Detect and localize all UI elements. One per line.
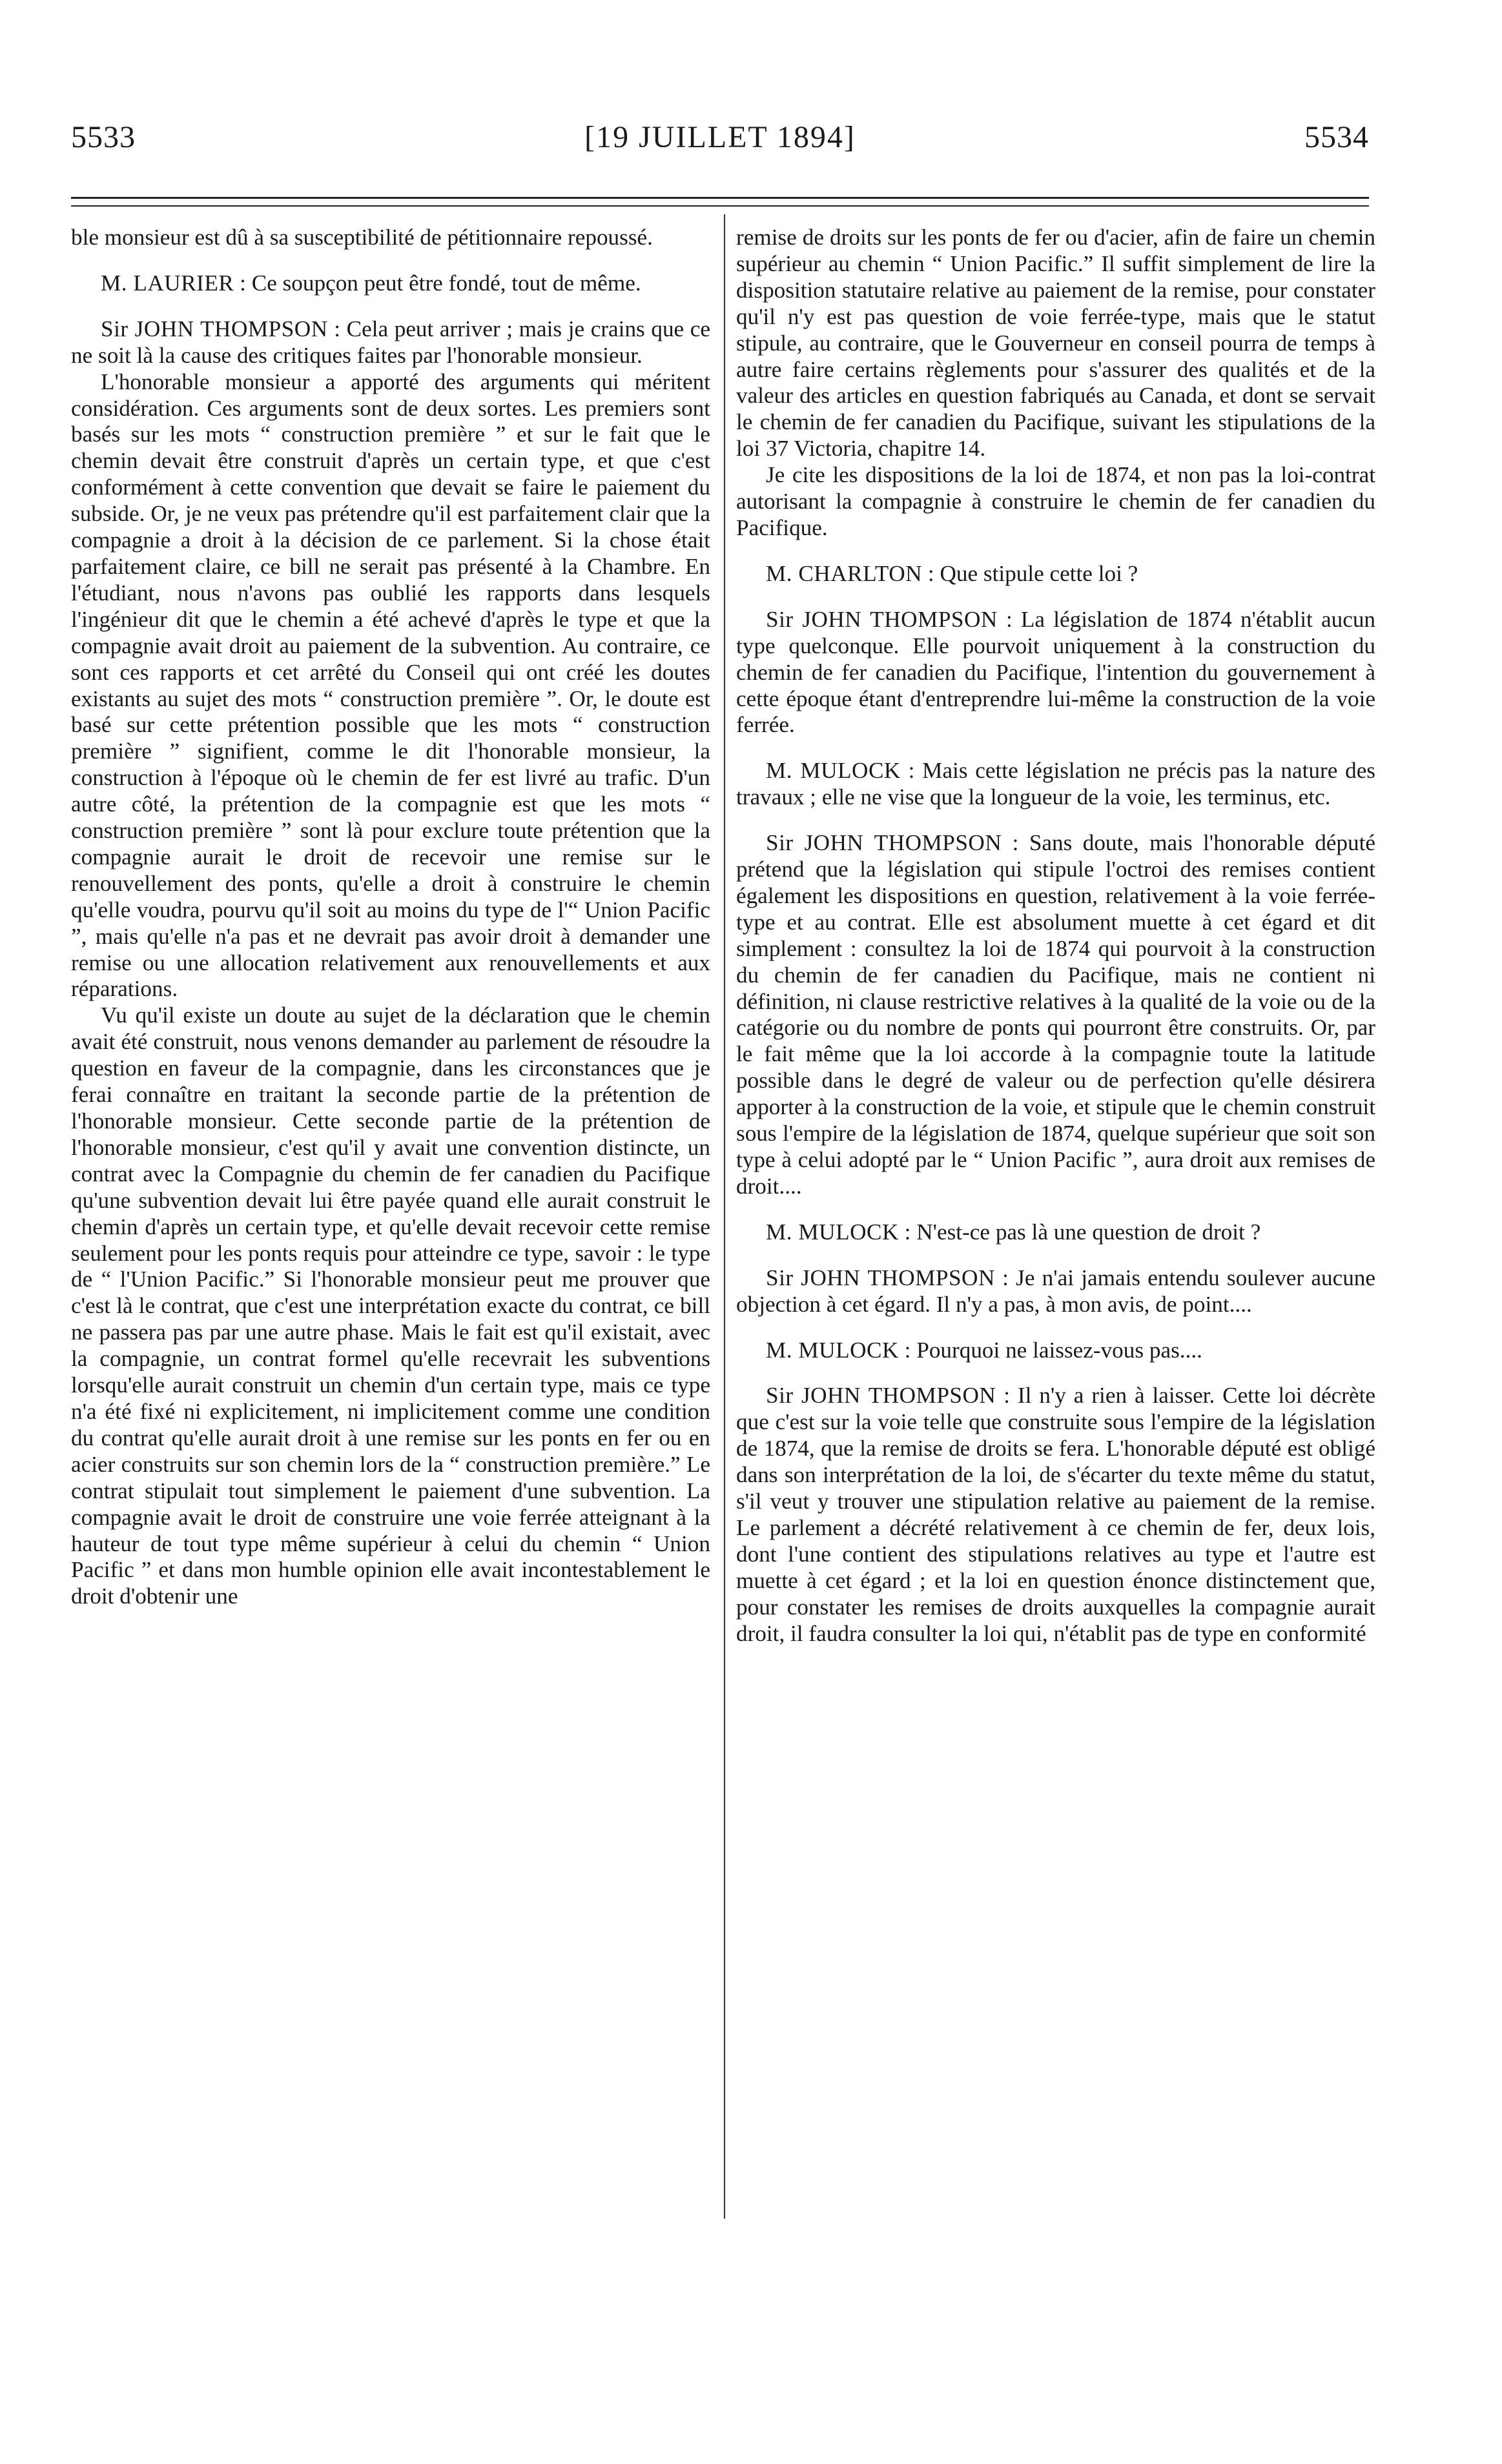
paragraph: Vu qu'il existe un doute au sujet de la déclaration que le chemin avait été construit, nous venons demander au parlement de résoudre la question en faveur de la compagnie, dans les circonstances que je ferai connaître en traitant la seconde partie de la prétention de l'honorable monsieur. Cette seconde partie de la prétention de l'honorable monsieur, c'est qu'il y avait une convention distincte, un contrat avec la Compagnie du chemin de fer canadien du Pacifique qu'une subvention devait lui être payée quand elle aurait construit le chemin d'après un certain type, et qu'elle devait recevoir cette remise seulement pour les ponts requis pour atteindre ce type, savoir : le type de “ l'Union Pacific.” Si l'honorable monsieur peut me prouver que c'est là le contrat, que c'est une interprétation exacte du contrat, ce bill ne passera pas par une autre phase. Mais le fait est qu'il existait, avec la compagnie, un contrat formel qu'elle recevrait les subventions lorsqu'elle aurait construit un chemin d'un certain type, mais ce type n'a été fixé ni explicitement, ni implicitement comme une condition du contrat qu'elle aurait droit à une remise sur les ponts en fer ou en acier construits sur son chemin lors de la “ construction première.” Le contrat stipulait tout simplement le paiement d'une subvention. La compagnie avait le droit de construire une voie ferrée atteignant à la hauteur de tout type même supérieur à celui du chemin “ Union Pacific ” et dans mon humble opinion elle avait incontestablement le droit d'obtenir une <box>71 1003 710 1609</box>
speech-paragraph <box>736 561 1375 587</box>
speaker-name: M. CHARLTON <box>766 560 923 586</box>
paragraph: Je cite les dispositions de la loi de 1874, et non pas la loi-contrat autorisant la compagnie à construire le chemin de fer canadien du Pacifique. <box>736 462 1375 540</box>
speech-text: : Mais cette législation ne précis pas la nature des travaux ; elle ne vise que la longueur de la voie, les terminus, etc. <box>736 758 1375 810</box>
speaker-name: Sir JOHN THOMPSON <box>766 1383 996 1409</box>
speech-paragraph <box>71 270 710 297</box>
speech-paragraph <box>736 1219 1375 1246</box>
speech-text: : Je n'ai jamais entendu soulever aucune objection à cet égard. Il n'y a pas, à mon avis, de point.... <box>736 1265 1376 1317</box>
speech-text: : Cela peut arriver ; mais je crains que ce ne soit là la cause des critiques faites par l'honorable monsieur. <box>71 316 710 368</box>
header-rule-bottom <box>71 205 1369 207</box>
header-rule-top <box>71 197 1369 199</box>
page-number-right: 5534 <box>1304 120 1369 154</box>
paragraph: ble monsieur est dû à sa susceptibilité de pétitionnaire repoussé. <box>71 225 653 250</box>
column-divider <box>724 214 725 2219</box>
paragraph: remise de droits sur les ponts de fer ou d'acier, afin de faire un chemin supérieur au chemin “ Union Pacific.” Il suffit simplement de lire la disposition statutaire relative au paiement de la remise, pour constater qu'il n'y est pas question de voie ferrée-type, mais que le statut stipule, au contraire, que le Gouverneur en conseil pourra de temps à autre faire certains règlements pour s'assurer des qualités et de la valeur des articles en question fabriqués au Canada, et dont se servait le chemin de fer canadien du Pacifique, suivant les stipulations de la loi 37 Victoria, chapitre 14. <box>736 225 1375 462</box>
speaker-name: Sir JOHN THOMPSON <box>766 606 998 632</box>
speech-text: : Pourquoi ne laissez-vous pas.... <box>898 1337 1202 1363</box>
speech-paragraph <box>736 1383 1375 1647</box>
speech-paragraph <box>736 1265 1375 1318</box>
left-column <box>71 225 710 1610</box>
speech-text: : La législation de 1874 n'établit aucun type quelconque. Elle pourvoit uniquement à la construction du chemin de fer canadien du Pacifique, l'intention du gouvernement à cette époque étant d'entreprendre lui-même la construction de la voie ferrée. <box>736 606 1376 738</box>
speech-text: : Ce soupçon peut être fondé, tout de même. <box>234 270 641 296</box>
page-number-left: 5533 <box>71 120 136 154</box>
speech-paragraph <box>736 1338 1375 1364</box>
speech-text: : Que stipule cette loi ? <box>922 560 1138 586</box>
paragraph: L'honorable monsieur a apporté des arguments qui méritent considération. Ces arguments sont de deux sortes. Les premiers sont basés sur les mots “ construction première ” et sur le fait que le chemin devait être construit d'après un certain type, et que c'est conformément à cette convention que devait se faire le paiement du subside. Or, je ne veux pas prétendre qu'il est parfaitement clair que la compagnie a droit à la décision de ce parlement. Si la chose était parfaitement claire, ce bill ne serait pas présenté à la Chambre. En l'étudiant, nous n'avons pas oublié les rapports dans lesquels l'ingénieur dit que le chemin a été achevé d'après le type et que la compagnie avait droit au paiement de la subvention. Au contraire, ce sont ces rapports et cet arrêté du Conseil qui ont créé les doutes existants au sujet des mots “ construction première ”. Or, le doute est basé sur cette prétention possible que les mots “ construction première ” signifient, comme le dit l'honorable monsieur, la construction à l'époque où le chemin de fer est livré au trafic. D'un autre côté, la prétention de la compagnie est que les mots “ construction première ” sont là pour exclure toute prétention que la compagnie aurait le droit de recevoir une remise sur le renouvellement des ponts, qu'elle a droit à construire le chemin qu'elle voudra, pourvu qu'il soit au moins du type de l'“ Union Pacific ”, mais qu'elle n'a pas et ne devrait pas avoir droit à demander une remise ou une allocation relativement aux renouvellements et aux réparations. <box>71 369 710 1002</box>
speaker-name: Sir JOHN THOMPSON <box>766 1265 995 1290</box>
header-date: [19 JUILLET 1894] <box>584 120 856 154</box>
speaker-name: Sir JOHN THOMPSON <box>766 830 1002 856</box>
speech-text: : Il n'y a rien à laisser. Cette loi décrète que c'est sur la voie telle que construite sous l'empire de la législation de 1874, que la remise de droits se fera. L'honorable député est obligé dans son interprétation de la loi, de s'écarter du texte même du statut, s'il veut y trouver une stipulation relative au paiement de la remise. Le parlement a décrété relativement à ce chemin de fer, deux lois, dont l'une contient des stipulations relatives au type et l'autre est muette à cet égard ; et la loi en question énonce distinctement que, pour constater les remises de droits auxquelles la compagnie aurait droit, il faudra consulter la loi qui, n'établit pas de type en conformité <box>736 1383 1376 1646</box>
speech-text: : N'est-ce pas là une question de droit ? <box>898 1219 1261 1245</box>
speech-paragraph <box>736 830 1375 1200</box>
speech-paragraph <box>736 607 1375 739</box>
speaker-name: M. MULOCK <box>766 758 901 784</box>
page-header <box>71 119 1369 165</box>
speaker-name: M. LAURIER <box>101 270 234 296</box>
speaker-name: Sir JOHN THOMPSON <box>101 316 328 341</box>
speaker-name: M. MULOCK <box>766 1337 899 1363</box>
right-column <box>736 225 1375 1647</box>
speech-text: : Sans doute, mais l'honorable député prétend que la législation qui stipule l'octroi des remises contient également les dispositions en question, relativement à la voie ferrée-type et au contrat. Elle est absolument muette à cet égard et dit simplement : consultez la loi de 1874 qui pourvoit à la construction du chemin de fer canadien du Pacifique, mais ne contient ni définition, ni clause restrictive relatives à la qualité de la voie ou de la catégorie ou du nombre de ponts qui pourront être construits. Or, par le fait même que la loi accorde à la compagnie toute la latitude possible dans le degré de valeur ou de perfection qu'elle désirera apporter à la construction de la voie, et stipule que le chemin construit sous l'empire de la législation de 1874, quelque supérieur que soit son type à celui adopté par le “ Union Pacific ”, aura droit aux remises de droit.... <box>736 830 1375 1199</box>
speech-paragraph <box>71 316 710 369</box>
speech-paragraph <box>736 758 1375 811</box>
speaker-name: M. MULOCK <box>766 1219 899 1245</box>
